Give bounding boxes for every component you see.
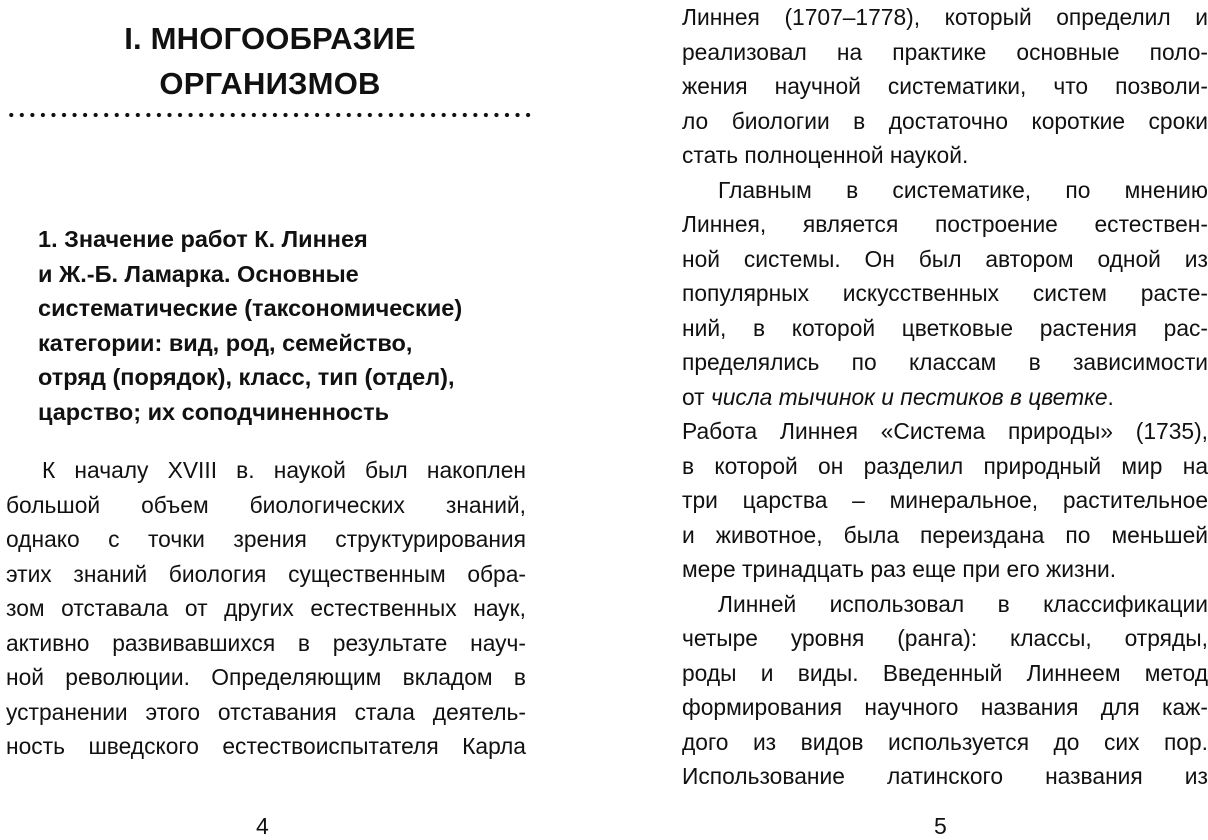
right-body-text <box>682 0 1208 794</box>
body-line: популярных искусственных систем расте- <box>682 280 1208 306</box>
body-line: Работа Линнея «Система природы» (1735), <box>682 418 1208 444</box>
body-line: К началу XVIII в. наукой был накоплен <box>42 457 526 483</box>
body-line: ность шведского естествоиспытателя Карла <box>6 733 526 759</box>
body-line: мере тринадцать раз еще при его жизни. <box>682 556 1117 582</box>
left-body-text <box>6 453 526 764</box>
body-line: однако с точки зрения структурирования <box>6 526 526 552</box>
body-line: дого из видов используется до сих пор. <box>682 728 1208 755</box>
italic-phrase: числа тычинок и пестиков в цветке <box>710 383 1108 410</box>
right-page <box>682 0 1208 840</box>
chapter-title-line-1: I. МНОГООБРАЗИЕ <box>124 21 416 56</box>
section-heading-line: 1. Значение работ К. Линнея <box>38 226 368 252</box>
left-page <box>0 0 540 840</box>
chapter-title <box>0 16 540 106</box>
body-line: три царства – минеральное, растительное <box>682 487 1208 513</box>
body-line: зом отставала от других естественных наук, <box>6 595 526 621</box>
body-line: устранении этого отставания стала деятель- <box>6 698 526 725</box>
body-line: пределялись по классам в зависимости <box>682 349 1208 375</box>
section-heading-line: царство; их соподчиненность <box>38 398 390 425</box>
section-heading-line: систематические (таксономические) <box>38 295 463 321</box>
page-number-right: 5 <box>934 813 947 839</box>
body-line: Линнея (1707–1778), который определил и <box>682 4 1208 30</box>
body-line: большой объем биологических знаний, <box>6 491 526 518</box>
section-heading-line: категории: вид, род, семейство, <box>38 329 413 356</box>
body-line: Главным в систематике, по мнению <box>718 176 1208 203</box>
body-line: Использование латинского названия из <box>682 763 1208 789</box>
body-line: формирования научного названия для каж- <box>682 694 1208 720</box>
body-line: и животное, была переиздана по меньшей <box>682 521 1208 548</box>
chapter-title-line-2: ОРГАНИЗМОВ <box>159 66 381 101</box>
body-line: ной революции. Определяющим вкладом в <box>6 664 526 690</box>
dotted-divider <box>6 108 534 122</box>
body-line: в которой он разделил природный мир на <box>682 452 1208 479</box>
body-line: этих знаний биология существенным обра- <box>6 560 526 587</box>
body-line: жения научной систематики, что позволи- <box>682 73 1208 99</box>
body-line: четыре уровня (ранга): классы, отряды, <box>682 625 1208 651</box>
section-heading <box>38 222 538 429</box>
body-line: стать полноценной наукой. <box>682 142 969 168</box>
page-number-left: 4 <box>256 813 269 839</box>
body-line: реализовал на практике основные поло- <box>682 38 1208 65</box>
section-heading-line: отряд (порядок), класс, тип (отдел), <box>38 364 455 390</box>
italic-line-prefix: от <box>682 383 711 410</box>
body-line: ло биологии в достаточно короткие сроки <box>682 107 1208 134</box>
italic-line-suffix: . <box>1107 383 1114 410</box>
section-heading-line: и Ж.-Б. Ламарка. Основные <box>38 260 359 287</box>
body-line-italic <box>682 380 1208 415</box>
body-line: активно развивавшихся в результате науч- <box>6 629 526 656</box>
body-line: ной системы. Он был автором одной из <box>682 245 1208 272</box>
body-line: Линней использовал в классификации <box>718 590 1208 617</box>
body-line: ний, в которой цветковые растения рас- <box>682 314 1208 341</box>
body-line: Линнея, является построение естествен- <box>682 211 1208 237</box>
body-line: роды и виды. Введенный Линнеем метод <box>682 659 1208 686</box>
